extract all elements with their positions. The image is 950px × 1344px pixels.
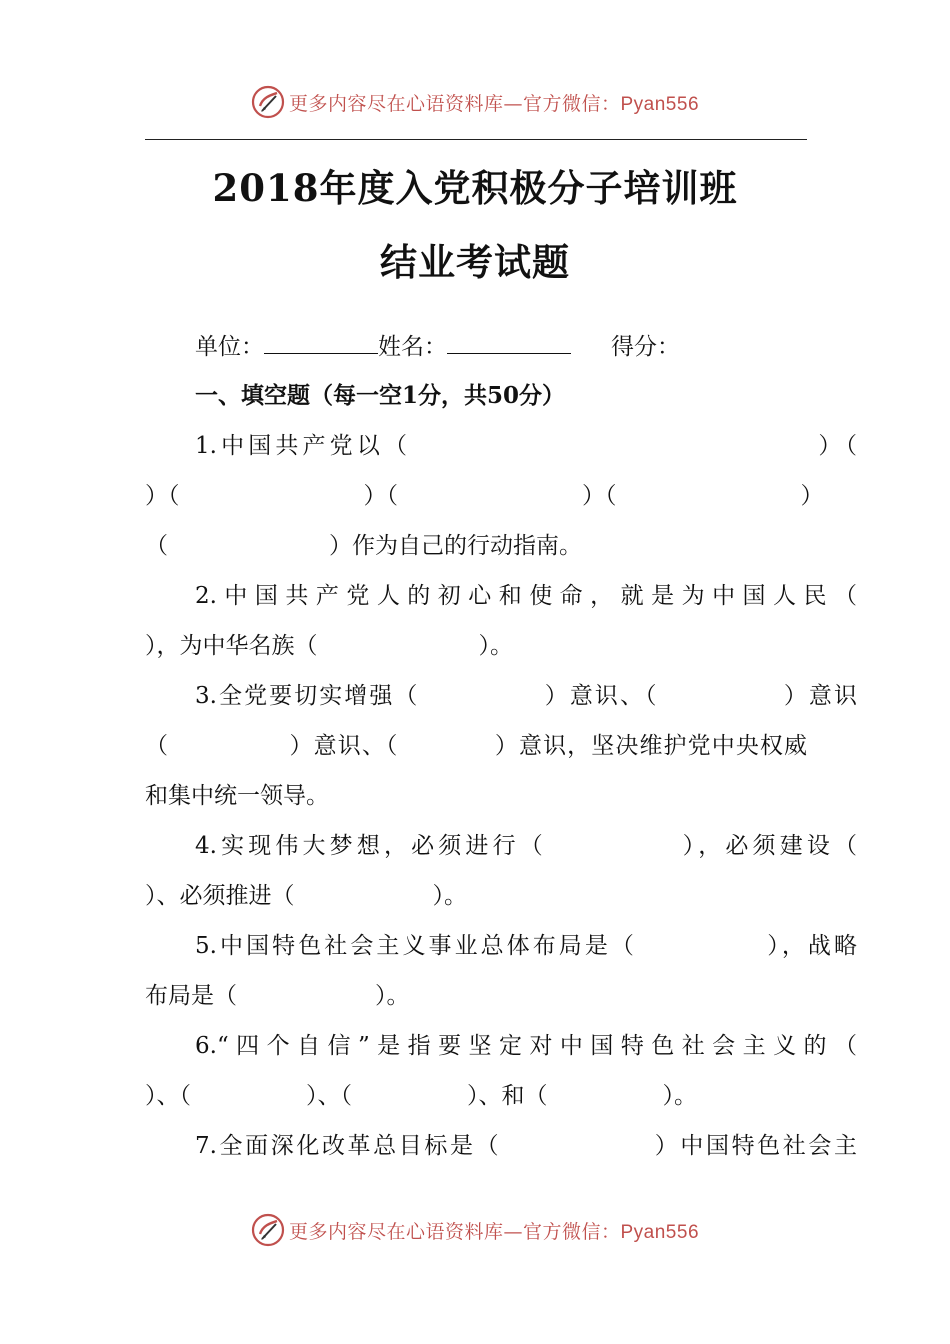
doc-title-line2: 结业考试题 [380, 240, 570, 284]
pen-heart-logo-icon [251, 85, 285, 119]
question-line: 6.“四个自信”是指要坚定对中国特色社会主义的（ [195, 1033, 857, 1059]
pen-heart-logo-icon [251, 1213, 285, 1247]
watermark-text: 更多内容尽在心语资料库—官方微信：Pyan556 [288, 92, 700, 115]
exam-meta-row [145, 329, 807, 365]
question-line: 4.实现伟大梦想，必须进行（ ），必须建设（ [195, 833, 857, 859]
question-line: ），为中华名族（ ）。 [145, 633, 513, 659]
question-line: 7.全面深化改革总目标是（ ）中国特色社会主 [195, 1133, 857, 1159]
question-line: 1.中国共产党以（ ）（ [195, 433, 857, 459]
question-line: 3.全党要切实增强（ ）意识、（ ）意识 [195, 683, 857, 709]
question-line: 2.中国共产党人的初心和使命，就是为中国人民（ [195, 583, 857, 609]
watermark-header [0, 82, 950, 122]
header-rule [145, 139, 807, 140]
watermark-text: 更多内容尽在心语资料库—官方微信：Pyan556 [288, 1220, 700, 1243]
question-line: 布局是（ ）。 [145, 983, 410, 1009]
question-line: （ ）意识、（ ）意识，坚决维护党中央权威 [145, 733, 807, 759]
score-label: 得分： [611, 334, 680, 360]
question-line: ）、必须推进（ ）。 [145, 883, 467, 909]
section-heading: 一、填空题（每一空1分，共50分） [195, 382, 566, 409]
question-line: 5.中国特色社会主义事业总体布局是（ ），战略 [195, 933, 857, 959]
question-line: ）（ ）（ ）（ ） [145, 483, 824, 509]
unit-blank[interactable] [264, 329, 378, 354]
question-line: ）、（ ）、（ ）、和（ ）。 [145, 1083, 697, 1109]
question-line: 和集中统一领导。 [145, 783, 329, 809]
name-label: 姓名： [378, 334, 447, 360]
question-line: （ ）作为自己的行动指南。 [145, 533, 582, 559]
doc-title-line1: 2018年度入党积极分子培训班 [212, 166, 738, 210]
unit-label: 单位： [195, 334, 264, 360]
name-blank[interactable] [447, 329, 571, 354]
watermark-footer [0, 1210, 950, 1250]
